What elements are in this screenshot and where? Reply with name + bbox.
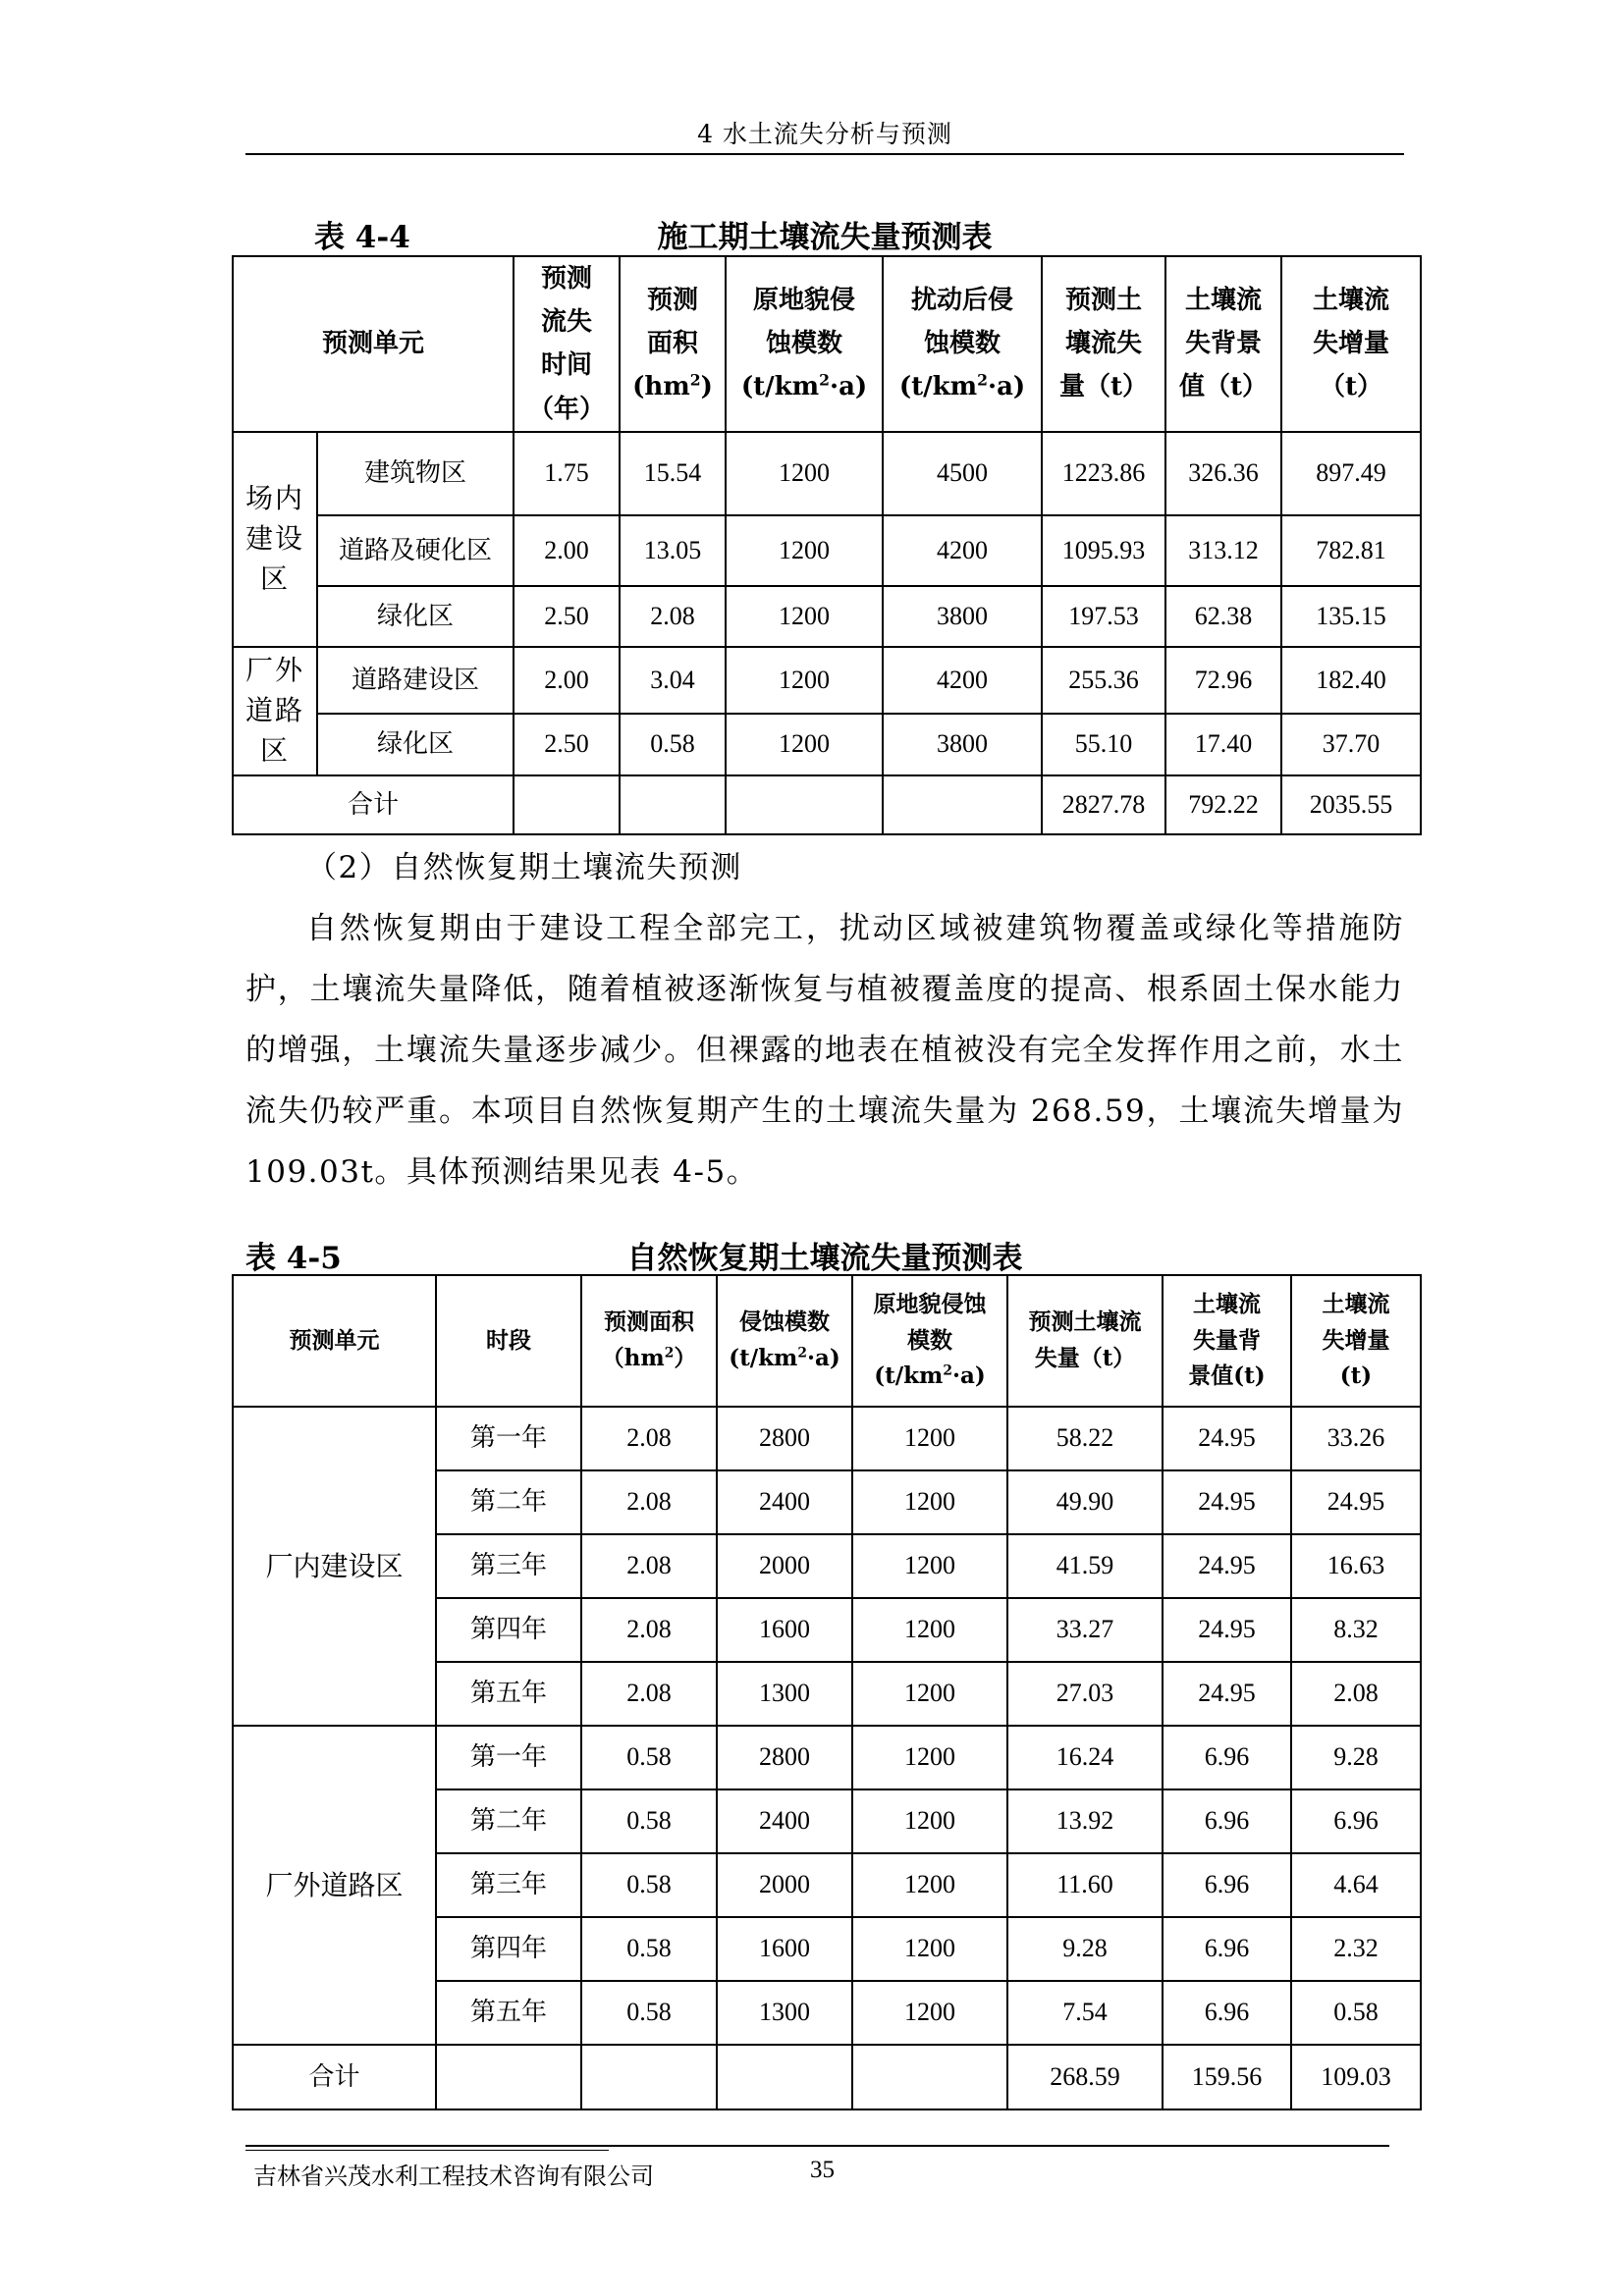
table-4-5-title: 自然恢复期土壤流失量预测表 [626, 1241, 1023, 1276]
section-heading: （2）自然恢复期土壤流失预测 [306, 850, 742, 885]
cell-bg: 6.96 [1163, 1917, 1291, 1981]
running-header: 4 水土流失分析与预测 [697, 120, 952, 148]
cell-inc: 24.95 [1291, 1470, 1421, 1534]
header-increment: 土壤流 失增量 (t) [1291, 1275, 1421, 1407]
header-time: 预测 流失 时间 （年） [514, 256, 620, 432]
empty-cell [620, 775, 726, 834]
empty-cell [436, 2045, 581, 2109]
header-disturbed-erosion: 扰动后侵 蚀模数 $(t/km^2\cdot a)$ [883, 256, 1042, 432]
cell-orig: 1200 [852, 1407, 1007, 1470]
cell-time: 1.75 [514, 432, 620, 515]
cell-bg: 313.12 [1165, 515, 1281, 586]
cell-bg: 24.95 [1163, 1470, 1291, 1534]
cell-area: 0.58 [620, 714, 726, 775]
cell-pred: 41.59 [1007, 1534, 1163, 1598]
empty-cell [717, 2045, 852, 2109]
group-label: 厂外道路区 [233, 1726, 436, 2045]
cell-pred: 16.24 [1007, 1726, 1163, 1789]
header-unit: 预测单元 [233, 1275, 436, 1407]
table-row [233, 586, 1421, 647]
table-4-4-number: 表 4-4 [314, 220, 410, 255]
cell-inc: 37.70 [1281, 714, 1421, 775]
cell-area: 3.04 [620, 647, 726, 714]
table-4-4-title: 施工期土壤流失量预测表 [657, 220, 993, 255]
cell-area: 2.08 [581, 1470, 717, 1534]
header-predicted-loss: 预测土 壤流失 量（t） [1042, 256, 1165, 432]
cell-dist: 4500 [883, 432, 1042, 515]
cell-area: 13.05 [620, 515, 726, 586]
cell-bg: 72.96 [1165, 647, 1281, 714]
cell-area: 15.54 [620, 432, 726, 515]
header-predicted-loss: 预测土壤流 失量（t） [1007, 1275, 1163, 1407]
cell-orig: 1200 [726, 647, 883, 714]
group-label: 厂外道路区 [233, 647, 317, 775]
cell-area: 0.58 [581, 1917, 717, 1981]
header-period: 时段 [436, 1275, 581, 1407]
cell-dist: 4200 [883, 515, 1042, 586]
cell-inc: 0.58 [1291, 1981, 1421, 2045]
total-row [233, 775, 1421, 834]
header-background: 土壤流 失量背 景值(t) [1163, 1275, 1291, 1407]
cell-dist: 3800 [883, 586, 1042, 647]
header-increment: 土壤流 失增量 （t） [1281, 256, 1421, 432]
footer-company: 吉林省兴茂水利工程技术咨询有限公司 [253, 2163, 654, 2190]
cell-pred: 11.60 [1007, 1853, 1163, 1917]
cell-orig: 1200 [852, 1981, 1007, 2045]
cell-time: 2.50 [514, 714, 620, 775]
cell-orig: 1200 [852, 1917, 1007, 1981]
table-row [233, 714, 1421, 775]
total-bg: 159.56 [1163, 2045, 1291, 2109]
row-name: 绿化区 [317, 586, 514, 647]
header-erosion: 侵蚀模数 $(t/km^2\cdot a)$ [717, 1275, 852, 1407]
cell-inc: 8.32 [1291, 1598, 1421, 1662]
cell-time: 2.50 [514, 586, 620, 647]
cell-erosion: 2000 [717, 1853, 852, 1917]
cell-orig: 1200 [852, 1534, 1007, 1598]
cell-orig: 1200 [726, 515, 883, 586]
cell-period: 第三年 [436, 1534, 581, 1598]
empty-cell [514, 775, 620, 834]
cell-area: 2.08 [581, 1534, 717, 1598]
cell-orig: 1200 [852, 1853, 1007, 1917]
cell-bg: 24.95 [1163, 1407, 1291, 1470]
row-name: 建筑物区 [317, 432, 514, 515]
total-label: 合计 [233, 775, 514, 834]
row-name: 道路建设区 [317, 647, 514, 714]
header-area: 预测面积 $(hm^2)$ [581, 1275, 717, 1407]
cell-inc: 16.63 [1291, 1534, 1421, 1598]
cell-period: 第五年 [436, 1662, 581, 1726]
cell-time: 2.00 [514, 515, 620, 586]
cell-area: 2.08 [581, 1598, 717, 1662]
cell-erosion: 1300 [717, 1981, 852, 2045]
cell-bg: 326.36 [1165, 432, 1281, 515]
cell-pred: 1223.86 [1042, 432, 1165, 515]
header-rule [245, 153, 1404, 155]
table-header-row [233, 256, 1421, 432]
cell-bg: 6.96 [1163, 1789, 1291, 1853]
cell-area: 2.08 [581, 1407, 717, 1470]
empty-cell [581, 2045, 717, 2109]
cell-area: 0.58 [581, 1789, 717, 1853]
group-label: 厂内建设区 [233, 1407, 436, 1726]
cell-period: 第三年 [436, 1853, 581, 1917]
cell-erosion: 2000 [717, 1534, 852, 1598]
total-bg: 792.22 [1165, 775, 1281, 834]
cell-area: 0.58 [581, 1726, 717, 1789]
cell-pred: 55.10 [1042, 714, 1165, 775]
cell-inc: 782.81 [1281, 515, 1421, 586]
table-row [233, 1726, 1421, 1789]
cell-period: 第五年 [436, 1981, 581, 2045]
cell-inc: 2.32 [1291, 1917, 1421, 1981]
cell-erosion: 2400 [717, 1470, 852, 1534]
cell-bg: 6.96 [1163, 1853, 1291, 1917]
cell-inc: 135.15 [1281, 586, 1421, 647]
header-unit: 预测单元 [233, 256, 514, 432]
cell-inc: 9.28 [1291, 1726, 1421, 1789]
cell-area: 0.58 [581, 1981, 717, 2045]
cell-bg: 24.95 [1163, 1662, 1291, 1726]
footer-rule [245, 2145, 1389, 2147]
cell-period: 第一年 [436, 1726, 581, 1789]
cell-erosion: 2800 [717, 1726, 852, 1789]
cell-dist: 4200 [883, 647, 1042, 714]
cell-area: 0.58 [581, 1853, 717, 1917]
table-row [233, 432, 1421, 515]
total-label: 合计 [233, 2045, 436, 2109]
table-row [233, 1407, 1421, 1470]
cell-pred: 197.53 [1042, 586, 1165, 647]
cell-orig: 1200 [852, 1662, 1007, 1726]
cell-period: 第四年 [436, 1598, 581, 1662]
row-name: 绿化区 [317, 714, 514, 775]
table-header-row [233, 1275, 1421, 1407]
cell-inc: 182.40 [1281, 647, 1421, 714]
header-area: 预测 面积 $(hm^2)$ [620, 256, 726, 432]
empty-cell [852, 2045, 1007, 2109]
cell-area: 2.08 [620, 586, 726, 647]
empty-cell [726, 775, 883, 834]
cell-pred: 27.03 [1007, 1662, 1163, 1726]
cell-dist: 3800 [883, 714, 1042, 775]
page-number: 35 [810, 2157, 835, 2183]
group-label: 场内建设区 [233, 432, 317, 647]
cell-inc: 33.26 [1291, 1407, 1421, 1470]
header-background: 土壤流 失背景 值（t） [1165, 256, 1281, 432]
cell-pred: 49.90 [1007, 1470, 1163, 1534]
cell-bg: 17.40 [1165, 714, 1281, 775]
cell-bg: 24.95 [1163, 1534, 1291, 1598]
cell-period: 第二年 [436, 1470, 581, 1534]
cell-pred: 9.28 [1007, 1917, 1163, 1981]
cell-pred: 13.92 [1007, 1789, 1163, 1853]
cell-period: 第二年 [436, 1789, 581, 1853]
cell-period: 第四年 [436, 1917, 581, 1981]
header-original-erosion: 原地貌侵 蚀模数 $(t/km^2\cdot a)$ [726, 256, 883, 432]
header-original-erosion: 原地貌侵蚀 模数 $(t/km^2\cdot a)$ [852, 1275, 1007, 1407]
cell-time: 2.00 [514, 647, 620, 714]
cell-pred: 255.36 [1042, 647, 1165, 714]
empty-cell [883, 775, 1042, 834]
table-4-4 [232, 255, 1422, 835]
cell-pred: 7.54 [1007, 1981, 1163, 2045]
cell-inc: 4.64 [1291, 1853, 1421, 1917]
cell-orig: 1200 [852, 1598, 1007, 1662]
cell-orig: 1200 [726, 714, 883, 775]
footer-rule-short [245, 2150, 609, 2151]
cell-inc: 897.49 [1281, 432, 1421, 515]
total-pred: 2827.78 [1042, 775, 1165, 834]
cell-bg: 6.96 [1163, 1726, 1291, 1789]
section-paragraph: 自然恢复期由于建设工程全部完工，扰动区域被建筑物覆盖或绿化等措施防护，土壤流失量降低，随着植被逐渐恢复与植被覆盖度的提高、根系固土保水能力的增强，土壤流失量逐步减少。但裸露的地表在植被没有完全发挥作用之前，水土流失仍较严重。本项目自然恢复期产生的土壤流失量为 268.59，土壤流失增量为 109.03t。具体预测结果见表 4-5。 [245, 911, 1404, 1190]
table-row [233, 647, 1421, 714]
cell-erosion: 1600 [717, 1598, 852, 1662]
cell-erosion: 2400 [717, 1789, 852, 1853]
cell-erosion: 1600 [717, 1917, 852, 1981]
cell-orig: 1200 [852, 1470, 1007, 1534]
cell-inc: 6.96 [1291, 1789, 1421, 1853]
total-inc: 2035.55 [1281, 775, 1421, 834]
section-body [245, 837, 1404, 1202]
cell-bg: 62.38 [1165, 586, 1281, 647]
cell-bg: 24.95 [1163, 1598, 1291, 1662]
cell-area: 2.08 [581, 1662, 717, 1726]
cell-period: 第一年 [436, 1407, 581, 1470]
cell-pred: 33.27 [1007, 1598, 1163, 1662]
table-row [233, 515, 1421, 586]
total-inc: 109.03 [1291, 2045, 1421, 2109]
cell-erosion: 1300 [717, 1662, 852, 1726]
cell-bg: 6.96 [1163, 1981, 1291, 2045]
table-4-5-number: 表 4-5 [245, 1241, 342, 1276]
row-name: 道路及硬化区 [317, 515, 514, 586]
cell-erosion: 2800 [717, 1407, 852, 1470]
cell-orig: 1200 [852, 1726, 1007, 1789]
cell-pred: 58.22 [1007, 1407, 1163, 1470]
cell-inc: 2.08 [1291, 1662, 1421, 1726]
cell-pred: 1095.93 [1042, 515, 1165, 586]
cell-orig: 1200 [852, 1789, 1007, 1853]
cell-orig: 1200 [726, 432, 883, 515]
table-4-5 [232, 1274, 1422, 2110]
total-pred: 268.59 [1007, 2045, 1163, 2109]
total-row [233, 2045, 1421, 2109]
cell-orig: 1200 [726, 586, 883, 647]
